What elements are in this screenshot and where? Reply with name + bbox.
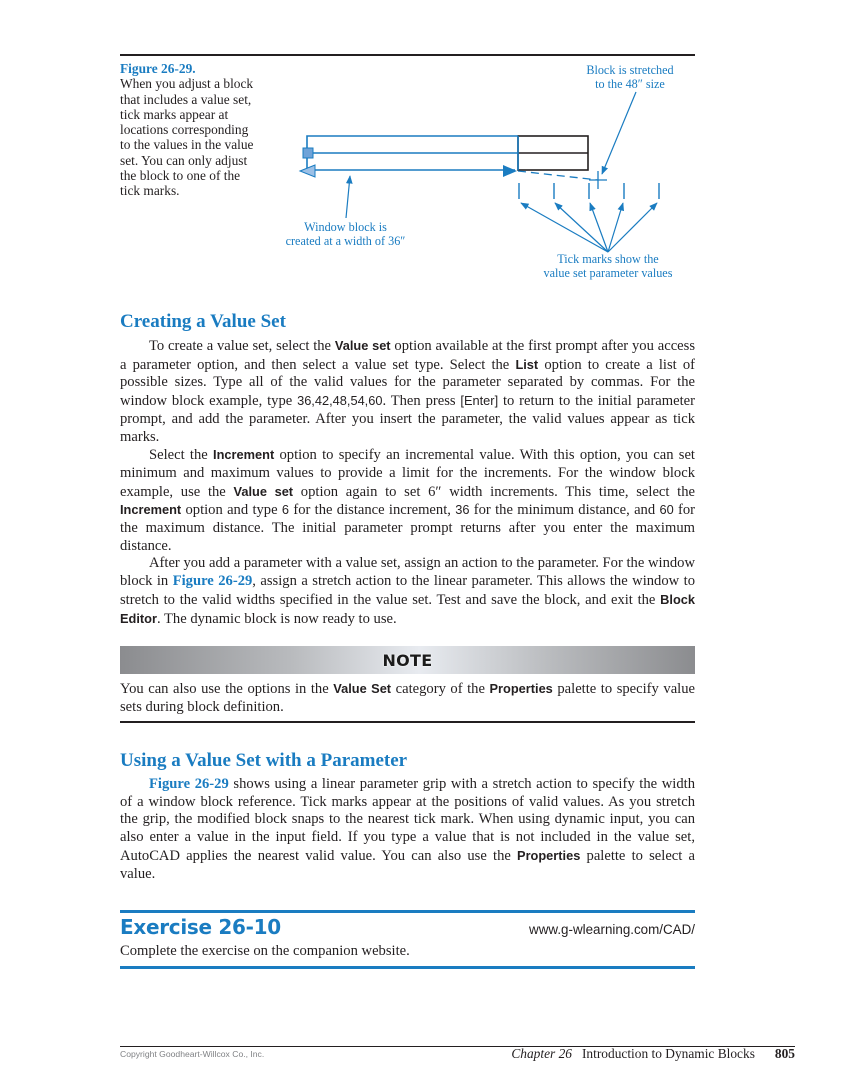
footer-chapter bbox=[511, 1046, 795, 1062]
exercise-title: Exercise 26-10 bbox=[120, 915, 281, 939]
paragraph: Select the Increment option to specify an incremental value. With this option, you can set minimum and maximum values to provide a limit for the increments. For the window block example, use the Value set option again to set 6″ width increments. This time, select the Increment option and type 6 for the distance increment, 36 for the minimum distance, and 60 for the maximum distance. The initial parameter prompt returns after you enter the maximum distance. bbox=[120, 447, 696, 554]
paragraph: To create a value set, select the Value set option available at the first prompt after you access a parameter option, and then select a value set type. Select the List option to create a list of possible sizes. Type all of the valid values for the parameter separated by commas. For the window block example, type 36,42,48,54,60. Then press [Enter] to return to the initial parameter prompt, and add the parameter. After you insert the parameter, the valid values appear as tick marks. bbox=[120, 338, 696, 445]
tick-marks bbox=[519, 183, 659, 199]
footer-copyright: Copyright Goodheart-Willcox Co., Inc. bbox=[120, 1049, 265, 1059]
figure-reference-link[interactable]: Figure 26-29 bbox=[149, 776, 229, 792]
section1-body bbox=[120, 337, 695, 628]
paragraph: Figure 26-29 shows using a linear parameter grip with a stretch action to specify the width of a window block reference. Tick marks appear at the positions of valid values. As you stretch the grip, the modified block snaps to the nearest tick mark. When using dynamic input, you can also enter a value in the input field. If you type a value that is not included in the value set, AutoCAD applies the nearest valid value. You can also use the Properties palette to select a value. bbox=[120, 776, 695, 882]
exercise-url-link[interactable]: www.g-wlearning.com/CAD/ bbox=[529, 922, 695, 937]
note-body: You can also use the options in the Value Set category of the Properties palette to specify value sets during block definition. bbox=[120, 681, 695, 715]
note-banner bbox=[120, 646, 695, 674]
window-block bbox=[307, 136, 518, 170]
section2-body bbox=[120, 776, 695, 883]
stretched-block-outline bbox=[518, 136, 588, 170]
heading-creating-value-set: Creating a Value Set bbox=[120, 311, 286, 332]
callout-created: Window block is created at a width of 36″ bbox=[285, 220, 406, 248]
callout-stretched: Block is stretched to the 48″ size bbox=[586, 63, 674, 91]
note-bottom-rule bbox=[120, 721, 695, 723]
note-title: NOTE bbox=[382, 650, 433, 670]
base-grip-icon bbox=[303, 148, 313, 158]
exercise-body: Complete the exercise on the companion website. bbox=[120, 943, 410, 959]
figure-diagram bbox=[0, 0, 849, 300]
exercise-top-rule bbox=[120, 910, 695, 913]
chapter-label: Chapter 26 bbox=[511, 1046, 572, 1061]
figure-caption-text: When you adjust a block that includes a value set, tick marks appear at locations corresponding to the values in the value set. You can only adjust the block to one of the tick marks. bbox=[120, 76, 254, 199]
exercise-bottom-rule bbox=[120, 966, 695, 969]
heading-using-value-set: Using a Value Set with a Parameter bbox=[120, 750, 408, 771]
figure-label: Figure 26-29. bbox=[120, 61, 196, 76]
chapter-title: Introduction to Dynamic Blocks bbox=[581, 1046, 755, 1061]
paragraph: After you add a parameter with a value set, assign an action to the parameter. For the window block in Figure 26-29, assign a stretch action to the linear parameter. This allows the window to stretch to the valid widths specified in the value set. Test and save the block, and exit the Block Editor. The dynamic block is now ready to use. bbox=[120, 555, 695, 627]
page-number: 805 bbox=[774, 1046, 795, 1061]
right-arrow-grip-icon bbox=[503, 165, 517, 177]
crosshair-cursor-icon bbox=[589, 171, 607, 189]
callout-ticks: Tick marks show the value set parameter values bbox=[543, 252, 673, 280]
figure-reference-link[interactable]: Figure 26-29 bbox=[172, 573, 253, 590]
